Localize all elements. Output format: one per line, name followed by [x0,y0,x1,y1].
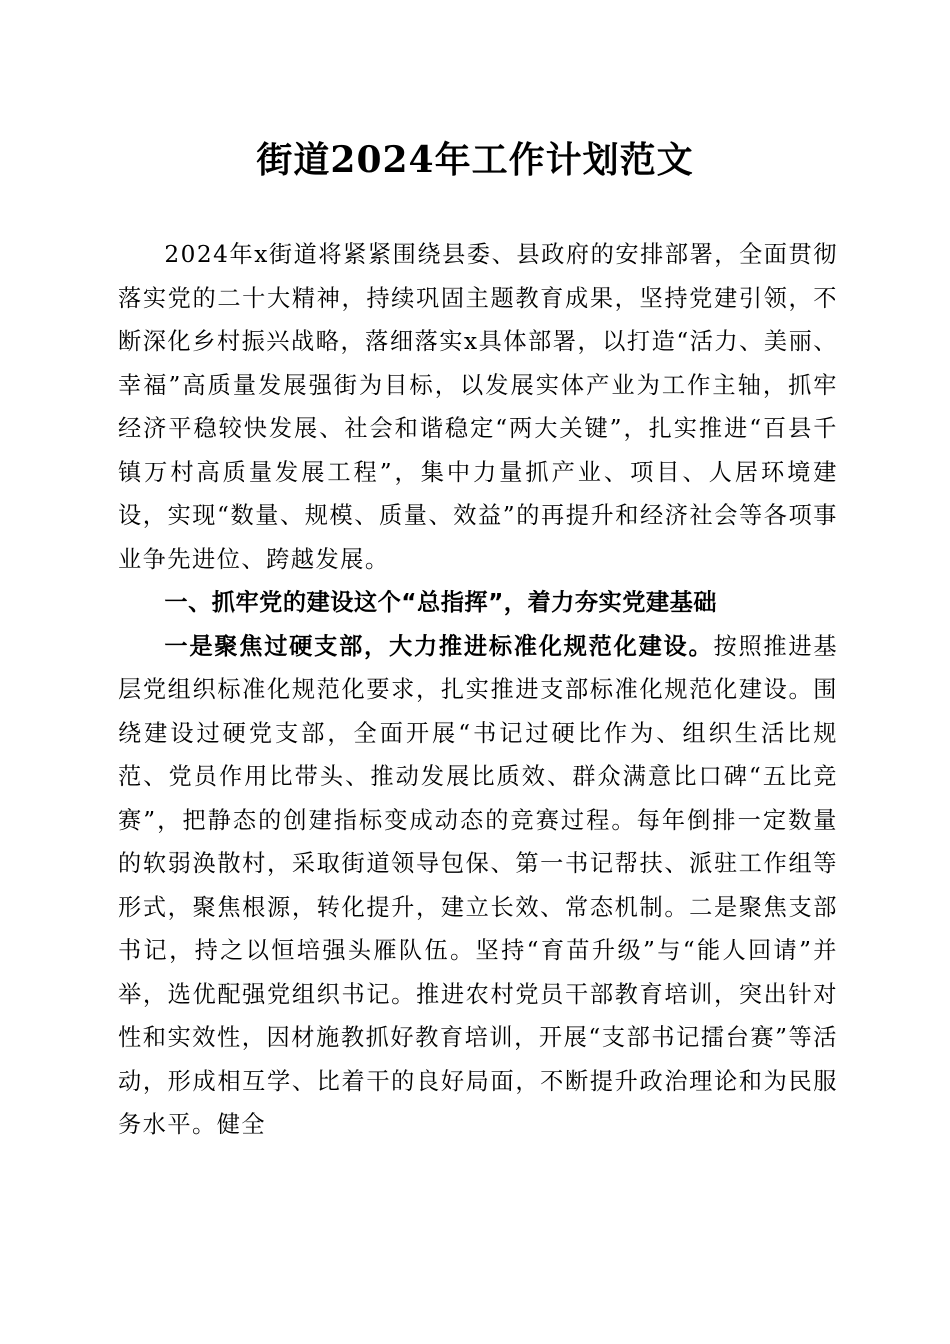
section-heading: 一、抓牢党的建设这个“总指挥”，着力夯实党建基础 [164,589,717,616]
section-lead-sentence: 一是聚焦过硬支部，大力推进标准化规范化建设。 [164,632,714,660]
document-body [118,233,838,1147]
intro-paragraph: 2024年x街道将紧紧围绕县委、县政府的安排部署，全面贯彻落实党的二十大精神，持续巩固主题教育成果，坚持党建引领，不断深化乡村振兴战略，落细落实x具体部署，以打造“活力、美丽、幸福”高质量发展强街为目标，以发展实体产业为工作主轴，抓牢经济平稳较快发展、社会和谐稳定“两大关键”，扎实推进“百县千镇万村高质量发展工程”，集中力量抓产业、项目、人居环境建设，实现“数量、规模、质量、效益”的再提升和经济社会等各项事业争先进位、跨越发展。 [118,241,838,573]
document-title: 街道2024年工作计划范文 [256,139,694,181]
section-paragraph [118,625,838,1147]
section-body-text: 按照推进基层党组织标准化规范化要求，扎实推进支部标准化规范化建设。围绕建设过硬党支部，全面开展“书记过硬比作为、组织生活比规范、党员作用比带头、推动发展比质效、群众满意比口碑“五比竞赛”，把静态的创建指标变成动态的竞赛过程。每年倒排一定数量的软弱涣散村，采取街道领导包保、第一书记帮扶、派驻工作组等形式，聚焦根源，转化提升，建立长效、常态机制。二是聚焦支部书记，持之以恒培强头雁队伍。坚持“育苗升级”与“能人回请”并举，选优配强党组织书记。推进农村党员干部教育培训，突出针对性和实效性，因材施教抓好教育培训，开展“支部书记擂台赛”等活动，形成相互学、比着干的良好局面，不断提升政治理论和为民服务水平。健全 [118,632,839,1138]
